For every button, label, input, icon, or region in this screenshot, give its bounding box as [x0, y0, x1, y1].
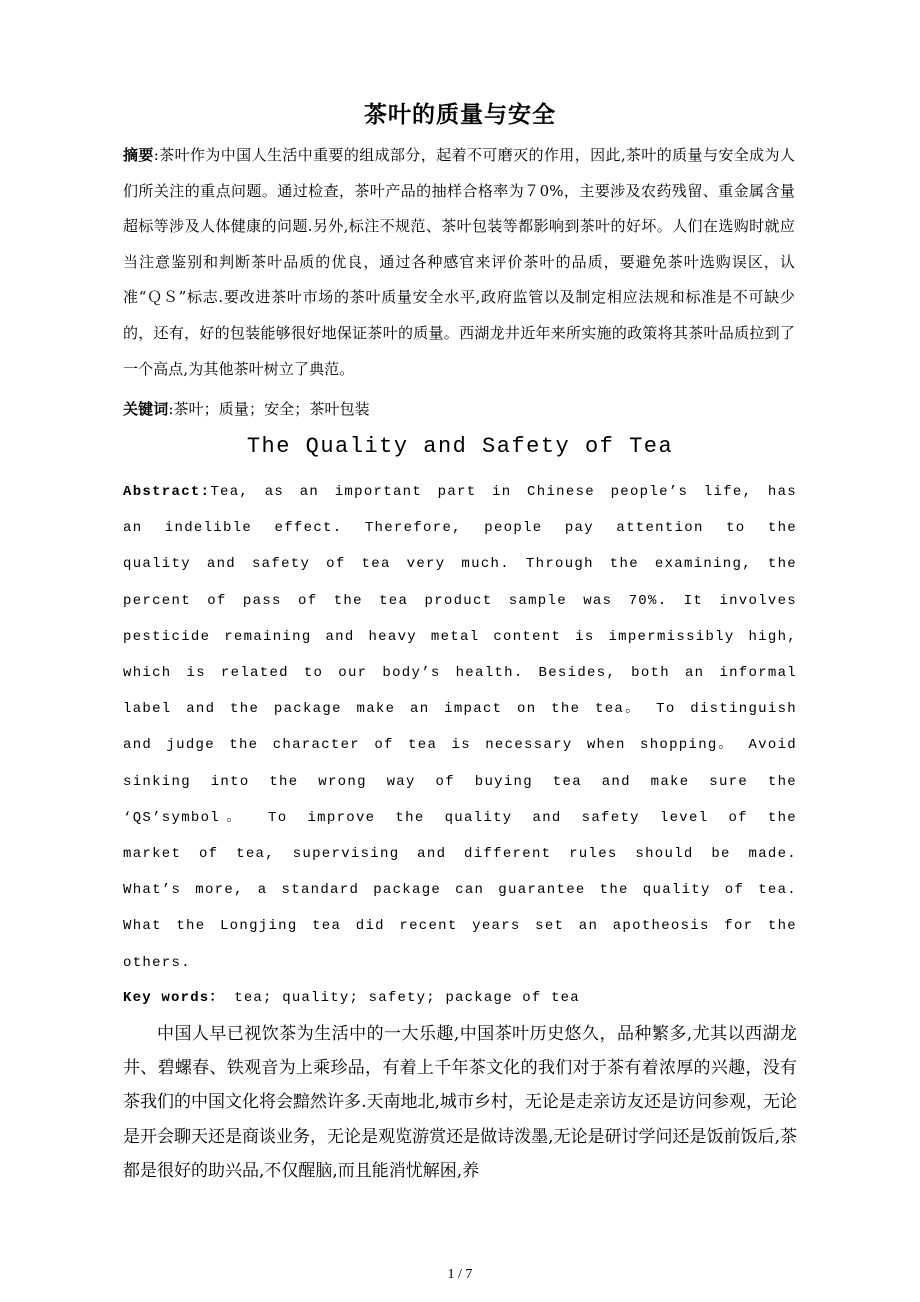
english-title: The Quality and Safety of Tea	[246, 434, 674, 459]
chinese-keywords-text: :茶叶；质量；安全；茶叶包装	[168, 400, 370, 418]
english-keywords-label: Key words：	[123, 990, 225, 1006]
chinese-keywords	[123, 392, 795, 428]
chinese-title: 茶叶的质量与安全	[364, 102, 556, 128]
english-abstract-text: Tea, as an important part in Chinese people’s life, has an indelible effect. Therefore, people pay attention to the quality and safety of tea very much. Through the examining, the percent of pass of the tea product sample was 70%. It involves pesticide remaining and heavy metal content is impermissibly high, which is related to our body’s health. Besides, both an informal label and the package make an impact on the tea。 To distinguish and judge the character of tea is necessary when shopping。 Avoid sinking into the wrong way of buying tea and make sure the ‘QS’symbol。 To improve the quality and safety level of the market of tea, supervising and different rules should be made. What’s more, a standard package can guarantee the quality of tea. What the Longjing tea did recent years set an apotheosis for the others.	[123, 484, 797, 971]
english-keywords	[123, 983, 797, 1013]
chinese-abstract-text: :茶叶作为中国人生活中重要的组成部分，起着不可磨灭的作用，因此,茶叶的质量与安全成为人们所关注的重点问题。通过检查，茶叶产品的抽样合格率为７0%，主要涉及农药残留、重金属含量超标等涉及人体健康的问题.另外,标注不规范、茶叶包装等都影响到茶叶的好坏。人们在选购时就应当注意鉴别和判断茶叶品质的优良，通过各种感官来评价茶叶的品质，要避免茶叶选购误区，认准“ＱＳ”标志.要改进茶叶市场的茶叶质量安全水平,政府监管以及制定相应法规和标准是不可缺少的，还有，好的包装能够很好地保证茶叶的质量。西湖龙井近年来所实施的政策将其茶叶品质拉到了一个高点,为其他茶叶树立了典范。	[123, 146, 795, 378]
chinese-abstract-label: 摘要	[123, 146, 154, 164]
english-abstract-label: Abstract:	[123, 484, 211, 500]
page-number: 1 / 7	[447, 1267, 473, 1282]
body-paragraph: 中国人早已视饮茶为生活中的一大乐趣,中国茶叶历史悠久，品种繁多,尤其以西湖龙井、碧螺春、铁观音为上乘珍品，有着上千年茶文化的我们对于茶有着浓厚的兴趣，没有茶我们的中国文化将会黯然许多.天南地北,城市乡村，无论是走亲访友还是访问参观，无论是开会聊天还是商谈业务，无论是观览游赏还是做诗泼墨,无论是研讨学问还是饭前饭后,茶都是很好的助兴品,不仅醒脑,而且能消忧解困,养	[123, 1024, 797, 1181]
chinese-keywords-label: 关键词	[123, 400, 169, 418]
english-abstract	[123, 474, 797, 981]
chinese-abstract	[123, 138, 795, 387]
english-keywords-text: tea; quality; safety; package of tea	[224, 990, 580, 1006]
